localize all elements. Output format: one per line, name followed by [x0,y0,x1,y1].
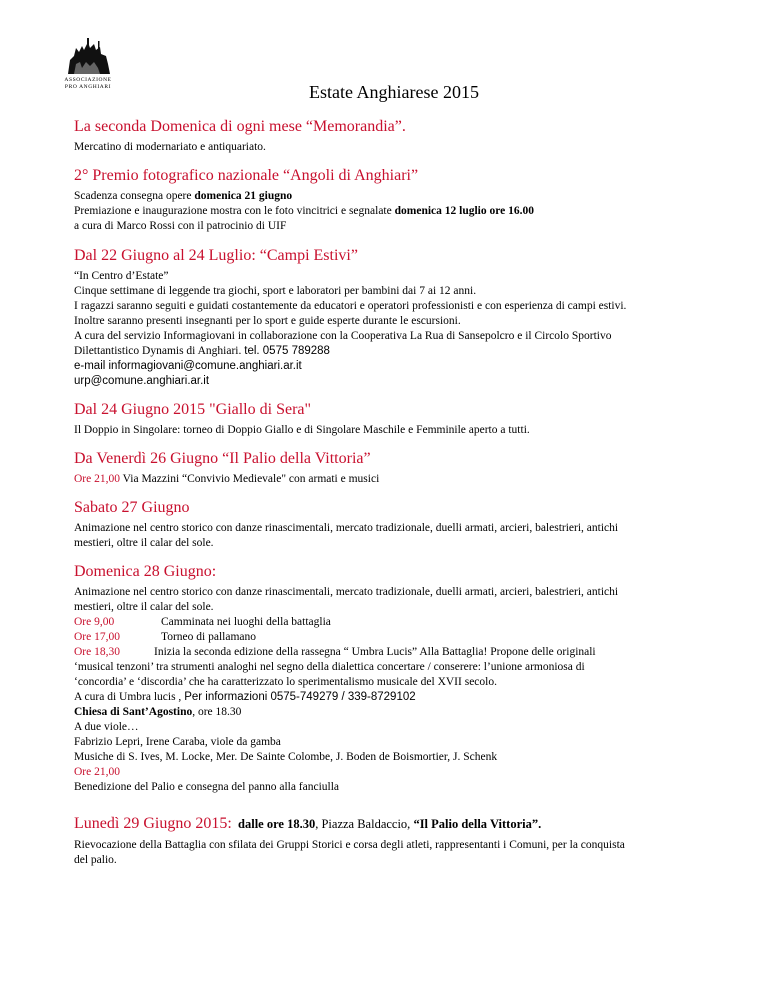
event-time: Ore 9,00 [74,616,115,628]
heading-date: Lunedì 29 Giugno 2015: [74,815,232,832]
text-span: Via Mazzini “Convivio Medievale" con armati e musici [120,473,380,485]
section-campi-estivi [74,246,714,389]
event-time: Ore 21,00 [74,473,120,485]
text-line: Cinque settimane di leggende tra giochi, sport e laboratori per bambini dai 7 ai 12 anni. [74,285,477,297]
document-body [74,117,714,868]
text-span: , ore 18.30 [192,706,242,718]
event-description: Torneo di pallamano [161,631,256,643]
heading-event: “Il Palio della Vittoria”. [413,817,542,831]
event-time: Ore 18,30 [74,646,120,658]
text-line: A cura del servizio Informagiovani in collaborazione con la Cooperativa La Rua di Sansepolcro e il Circolo Sportivo [74,330,612,342]
text-span: A cura di Umbra lucis , [74,691,185,703]
logo-caption-line1: ASSOCIAZIONE [64,77,112,83]
text-span: Premiazione e inaugurazione mostra con le foto vincitrici e segnalate [74,205,395,217]
phone-number: tel. 0575 789288 [244,345,330,357]
text-line: ‘concordia’ e ‘discordia’ che ha caratterizzato lo sperimentalismo musicale del XVII secolo. [74,676,497,688]
section-heading [74,814,714,834]
text-line: Il Doppio in Singolare: torneo di Doppio Giallo e di Singolare Maschile e Femminile aperto a tutti. [74,424,530,436]
text-line: Fabrizio Lepri, Irene Caraba, viole da gamba [74,736,281,748]
text-line: mestieri, oltre il calar del sole. [74,537,214,549]
heading-time: dalle ore 18.30 [238,817,316,831]
text-line: Rievocazione della Battaglia con sfilata dei Gruppi Storici e corsa degli atleti, rappresentanti i Comuni, per la conquista [74,839,625,851]
text-line [74,690,714,705]
text-line: Mercatino di modernariato e antiquariato. [74,141,266,153]
award-date: domenica 12 luglio ore 16.00 [394,205,534,217]
event-time: Ore 21,00 [74,766,120,778]
text-line [74,344,714,359]
event-time: Ore 17,00 [74,631,120,643]
section-memorandia [74,117,714,155]
text-span: Dilettantistico Dynamis di Anghiari. [74,345,245,357]
section-sabato-27 [74,498,714,551]
text-line [74,204,714,219]
section-heading: Dal 24 Giugno 2015 "Giallo di Sera" [74,401,312,418]
email-urp: urp@comune.anghiari.ar.it [74,375,210,387]
text-line [74,472,714,487]
heading-place: , Piazza Baldaccio, [315,817,414,831]
text-line: ‘musical tenzoni’ tra strumenti analoghi nel segno della dialettica concertare / conserere: l’unione armoniosa di [74,661,585,673]
text-span: Scadenza consegna opere [74,190,195,202]
email-informagiovani: e-mail informagiovani@comune.anghiari.ar.it [74,360,302,372]
deadline-date: domenica 21 giugno [194,190,293,202]
section-palio-venerdi [74,449,714,487]
section-heading: Domenica 28 Giugno: [74,563,217,580]
schedule-row [74,630,714,645]
text-line: “In Centro d’Estate” [74,270,169,282]
text-line: Inoltre saranno presenti insegnanti per lo sport e guide esperte durante le escursioni. [74,315,461,327]
text-line: Animazione nel centro storico con danze rinascimentali, mercato tradizionale, duelli armati, arcieri, balestrieri, antichi [74,522,619,534]
text-line: a cura di Marco Rossi con il patrocinio di UIF [74,220,287,232]
section-premio-fotografico [74,166,714,234]
text-line: Animazione nel centro storico con danze rinascimentali, mercato tradizionale, duelli armati, arcieri, balestrieri, antichi [74,586,619,598]
schedule-row [74,645,714,660]
section-heading: Da Venerdì 26 Giugno “Il Palio della Vittoria” [74,450,371,467]
info-phone: Per informazioni 0575-749279 / 339-8729102 [184,691,416,703]
schedule-row [74,615,714,630]
section-heading: Sabato 27 Giugno [74,499,190,516]
section-heading: 2° Premio fotografico nazionale “Angoli di Anghiari” [74,167,419,184]
logo-caption-line2: PRO ANGHIARI [64,84,112,90]
text-line [74,705,714,720]
text-line: Musiche di S. Ives, M. Locke, Mer. De Sainte Colombe, J. Boden de Boismortier, J. Schenk [74,751,498,763]
text-line: I ragazzi saranno seguiti e guidati costantemente da educatori e operatori professionisti e con esperienza di campi estivi. [74,300,627,312]
event-description: Camminata nei luoghi della battaglia [161,616,331,628]
venue-name: Chiesa di Sant’Agostino [74,706,193,718]
text-line: mestieri, oltre il calar del sole. [74,601,214,613]
page-title: Estate Anghiarese 2015 [309,82,479,102]
text-line [74,189,714,204]
section-domenica-28 [74,562,714,795]
text-line: del palio. [74,854,117,866]
section-giallo-di-sera [74,400,714,438]
knights-emblem-icon [60,38,116,76]
section-heading: La seconda Domenica di ogni mese “Memorandia”. [74,118,406,135]
section-lunedi-29 [74,814,714,868]
text-line: Benedizione del Palio e consegna del panno alla fanciulla [74,781,340,793]
text-line: A due viole… [74,721,139,733]
event-description: Inizia la seconda edizione della rassegna “ Umbra Lucis” Alla Battaglia! Propone delle originali [154,646,596,658]
section-heading: Dal 22 Giugno al 24 Luglio: “Campi Estivi” [74,247,358,264]
